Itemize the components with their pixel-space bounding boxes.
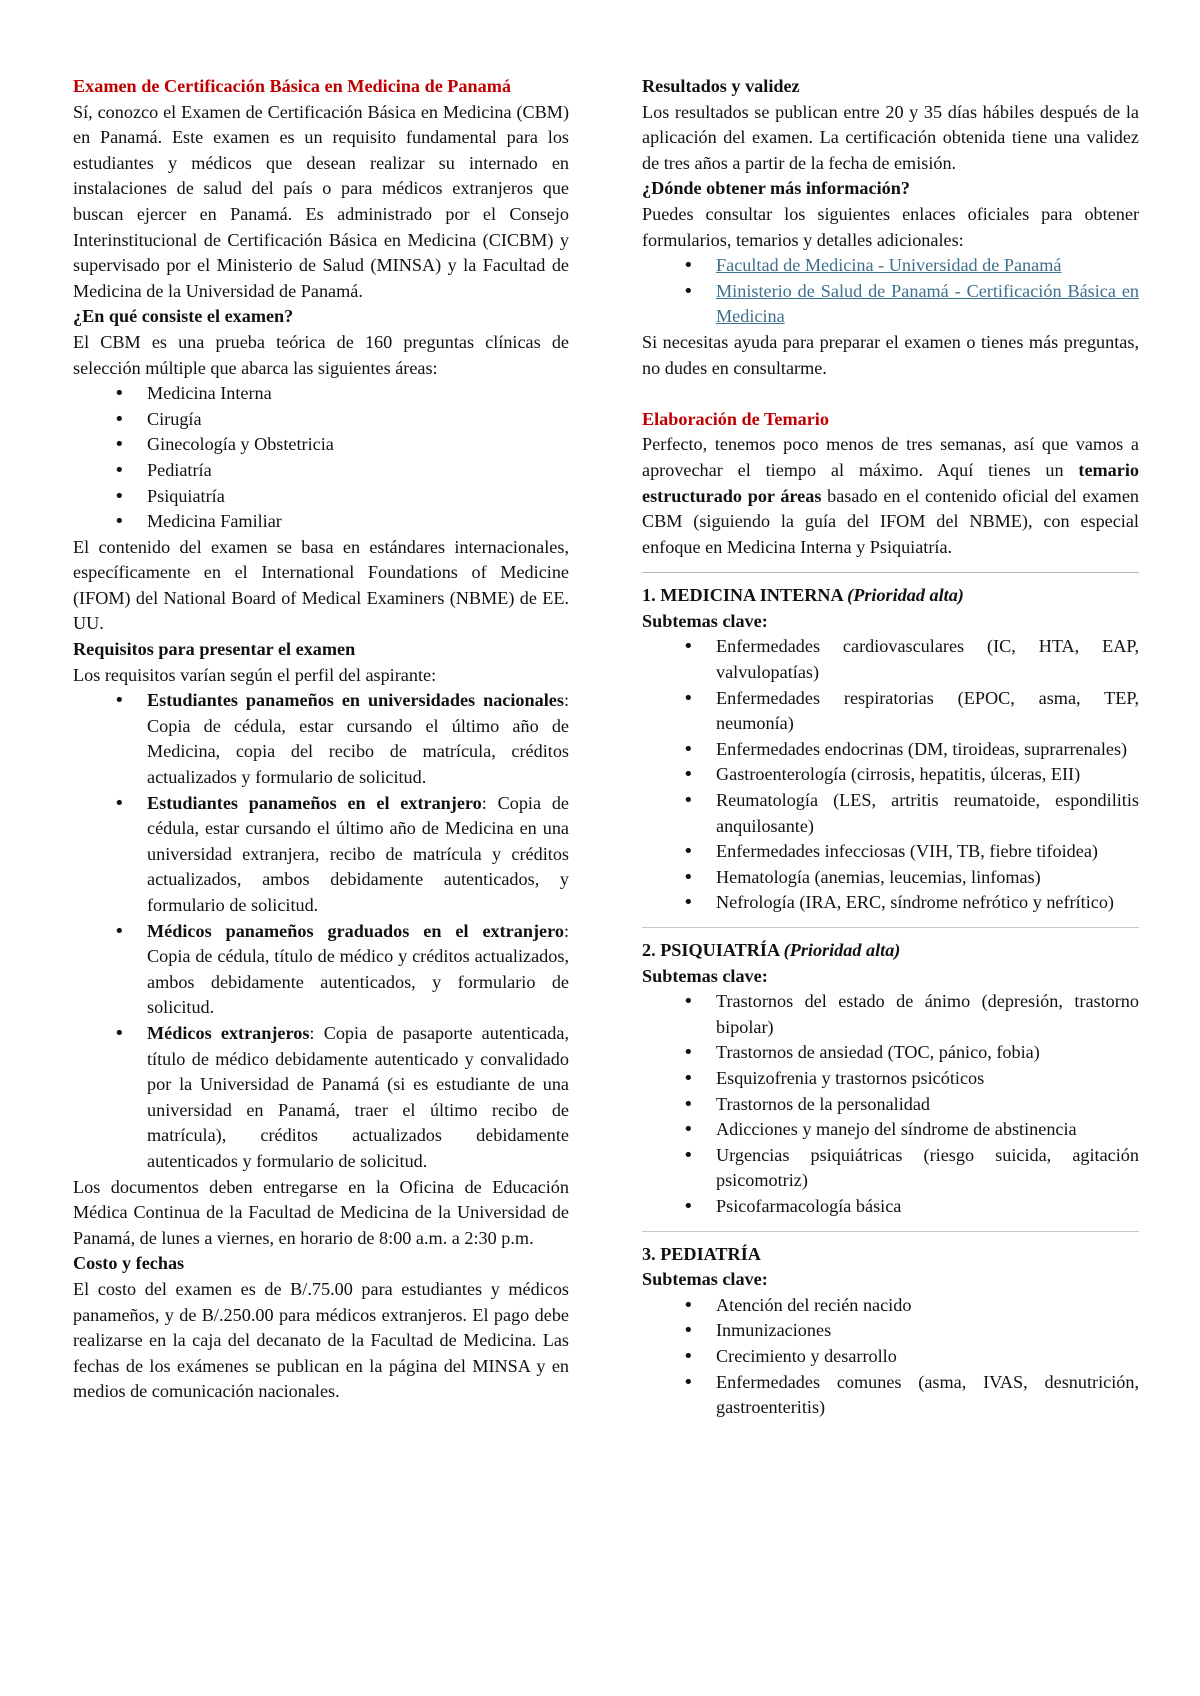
list-item: • Medicina Familiar <box>147 509 569 535</box>
list-item: • Trastornos del estado de ánimo (depresión, trastorno bipolar) <box>716 989 1139 1040</box>
list-item: • Psicofarmacología básica <box>716 1194 1139 1220</box>
resultados-paragraph: Los resultados se publican entre 20 y 35 días hábiles después de la aplicación del examen. La certificación obtenida tiene una validez de tres años a partir de la fecha de emisión. <box>642 101 1139 173</box>
info-paragraph: Puedes consultar los siguientes enlaces oficiales para obtener formularios, temarios y detalles adicionales: <box>642 203 1139 250</box>
list-item: • Urgencias psiquiátricas (riesgo suicida, agitación psicomotriz) <box>716 1143 1139 1194</box>
subtemas-label: Subtemas clave: <box>642 965 768 986</box>
list-item: • Enfermedades cardiovasculares (IC, HTA, EAP, valvulopatías) <box>716 634 1139 685</box>
section-title-medicina-interna <box>642 583 1139 609</box>
list-item: • Trastornos de la personalidad <box>716 1092 1139 1118</box>
temario-intro-bold: temario estructurado por áreas <box>642 459 1139 506</box>
subtemas-label: Subtemas clave: <box>642 1269 768 1290</box>
section-priority: (Prioridad alta) <box>783 940 901 960</box>
list-item <box>147 1021 569 1175</box>
requisito-text: : Copia de cédula, título de médico y créditos actualizados, ambos debidamente autenticados, y formulario de solicitud. <box>147 920 569 1018</box>
list-item: • Nefrología (IRA, ERC, síndrome nefrótico y nefrítico) <box>716 890 1139 916</box>
links-list <box>642 253 1139 330</box>
list-item <box>716 253 1139 279</box>
list-item: • Psiquiatría <box>147 484 569 510</box>
temario-intro <box>642 432 1139 560</box>
subtemas-list-psiquiatria <box>642 989 1139 1219</box>
right-column <box>642 74 1139 1421</box>
section-title-psiquiatria <box>642 938 1139 964</box>
heading-requisitos: Requisitos para presentar el examen <box>73 639 356 660</box>
section-title-text: 2. PSIQUIATRÍA <box>642 940 780 960</box>
list-item: • Cirugía <box>147 407 569 433</box>
temario-title: Elaboración de Temario <box>642 408 829 429</box>
heading-resultados: Resultados y validez <box>642 76 800 96</box>
document-title: Examen de Certificación Básica en Medicina de Panamá <box>73 76 511 96</box>
list-item: • Enfermedades endocrinas (DM, tiroideas, suprarrenales) <box>716 737 1139 763</box>
section-divider <box>642 572 1139 573</box>
list-item: • Hematología (anemias, leucemias, linfomas) <box>716 865 1139 891</box>
requisito-text: : Copia de cédula, estar cursando el último año de Medicina, copia del recibo de matrícula, créditos actualizados y formulario de solicitud. <box>147 690 569 788</box>
list-item: • Gastroenterología (cirrosis, hepatitis, úlceras, EII) <box>716 762 1139 788</box>
list-item: • Enfermedades infecciosas (VIH, TB, fiebre tifoidea) <box>716 839 1139 865</box>
left-column <box>73 74 569 1405</box>
heading-info: ¿Dónde obtener más información? <box>642 178 910 199</box>
list-item: • Atención del recién nacido <box>716 1293 1139 1319</box>
list-item: • Pediatría <box>147 458 569 484</box>
list-item <box>147 919 569 1021</box>
consiste-paragraph: El CBM es una prueba teórica de 160 preguntas clínicas de selección múltiple que abarca las siguientes áreas: <box>73 331 569 378</box>
section-divider <box>642 1231 1139 1232</box>
temario-intro-text: Perfecto, tenemos poco menos de tres semanas, así que vamos a aprovechar el tiempo al máximo. Aquí tienes un <box>642 434 1139 480</box>
subtemas-list-medicina-interna <box>642 634 1139 916</box>
list-item <box>147 791 569 919</box>
list-item: • Enfermedades comunes (asma, IVAS, desnutrición, gastroenteritis) <box>716 1370 1139 1421</box>
requisito-label: Médicos panameños graduados en el extranjero <box>147 920 564 941</box>
list-item: • Reumatología (LES, artritis reumatoide, espondilitis anquilosante) <box>716 788 1139 839</box>
areas-list <box>73 381 569 535</box>
requisitos-paragraph: Los requisitos varían según el perfil del aspirante: <box>73 664 437 685</box>
section-divider <box>642 927 1139 928</box>
section-priority: (Prioridad alta) <box>847 585 964 606</box>
list-item: • Trastornos de ansiedad (TOC, pánico, fobia) <box>716 1040 1139 1066</box>
list-item: • Enfermedades respiratorias (EPOC, asma, TEP, neumonía) <box>716 686 1139 737</box>
link-facultad-medicina[interactable]: Facultad de Medicina - Universidad de Panamá <box>716 255 1062 276</box>
list-item <box>716 279 1139 330</box>
list-item: • Crecimiento y desarrollo <box>716 1344 1139 1370</box>
section-title-text: 1. MEDICINA INTERNA <box>642 585 843 606</box>
intro-paragraph: Sí, conozco el Examen de Certificación Básica en Medicina (CBM) en Panamá. Este examen es un requisito fundamental para los estudiantes y médicos que desean realizar su internado en instalaciones de salud del país o para médicos extranjeros que buscan ejercer en Panamá. Es administrado por el Consejo Interinstitucional de Certificación Básica en Medicina (CICBM) y supervisado por el Ministerio de Salud (MINSA) y la Facultad de Medicina de la Universidad de Panamá. <box>73 101 569 301</box>
list-item: • Ginecología y Obstetricia <box>147 432 569 458</box>
costo-paragraph: El costo del examen es de B/.75.00 para estudiantes y médicos panameños, y de B/.250.00 para médicos extranjeros. El pago debe realizarse en la caja del decanato de la Facultad de Medicina. Las fechas de los exámenes se publican en la página del MINSA y en medios de comunicación nacionales. <box>73 1278 569 1402</box>
list-item: • Adicciones y manejo del síndrome de abstinencia <box>716 1117 1139 1143</box>
section-title-pediatria: 3. PEDIATRÍA <box>642 1243 761 1264</box>
requisito-label: Estudiantes panameños en universidades nacionales <box>147 690 564 711</box>
contenido-paragraph: El contenido del examen se basa en estándares internacionales, específicamente en el International Foundations of Medicine (IFOM) del National Board of Medical Examiners (NBME) de EE. UU. <box>73 536 569 634</box>
list-item: • Medicina Interna <box>147 381 569 407</box>
link-minsa-certificacion[interactable]: Ministerio de Salud de Panamá - Certificación Básica en Medicina <box>716 280 1139 327</box>
documentos-paragraph: Los documentos deben entregarse en la Oficina de Educación Médica Continua de la Facultad de Medicina de la Universidad de Panamá, de lunes a viernes, en horario de 8:00 a.m. a 2:30 p.m. <box>73 1176 569 1248</box>
requisito-text: : Copia de pasaporte autenticada, título de médico debidamente autenticado y convalidado por la Universidad de Panamá (si es estudiante de una universidad en Panamá, traer el último recibo de matrícula), créditos actualizados debidamente autenticados y formulario de solicitud. <box>147 1022 569 1171</box>
subtemas-label: Subtemas clave: <box>642 610 768 631</box>
requisito-label: Estudiantes panameños en el extranjero <box>147 792 482 813</box>
heading-costo: Costo y fechas <box>73 1253 185 1274</box>
list-item: • Esquizofrenia y trastornos psicóticos <box>716 1066 1139 1092</box>
requisitos-list <box>73 688 569 1174</box>
ayuda-paragraph: Si necesitas ayuda para preparar el examen o tienes más preguntas, no dudes en consultarme. <box>642 331 1139 378</box>
requisito-text: : Copia de cédula, estar cursando el último año de Medicina en una universidad extranjera, recibo de matrícula y créditos actualizados, ambos debidamente autenticados, y formulario de solicitud. <box>147 792 569 915</box>
heading-consiste: ¿En qué consiste el examen? <box>73 306 294 327</box>
list-item: • Inmunizaciones <box>716 1318 1139 1344</box>
subtemas-list-pediatria <box>642 1293 1139 1421</box>
list-item <box>147 688 569 790</box>
spacer <box>642 381 1139 407</box>
temario-intro-text: basado en el contenido oficial del examen CBM (siguiendo la guía del IFOM del NBME), con especial enfoque en Medicina Interna y Psiquiatría. <box>642 485 1139 557</box>
requisito-label: Médicos extranjeros <box>147 1022 310 1043</box>
